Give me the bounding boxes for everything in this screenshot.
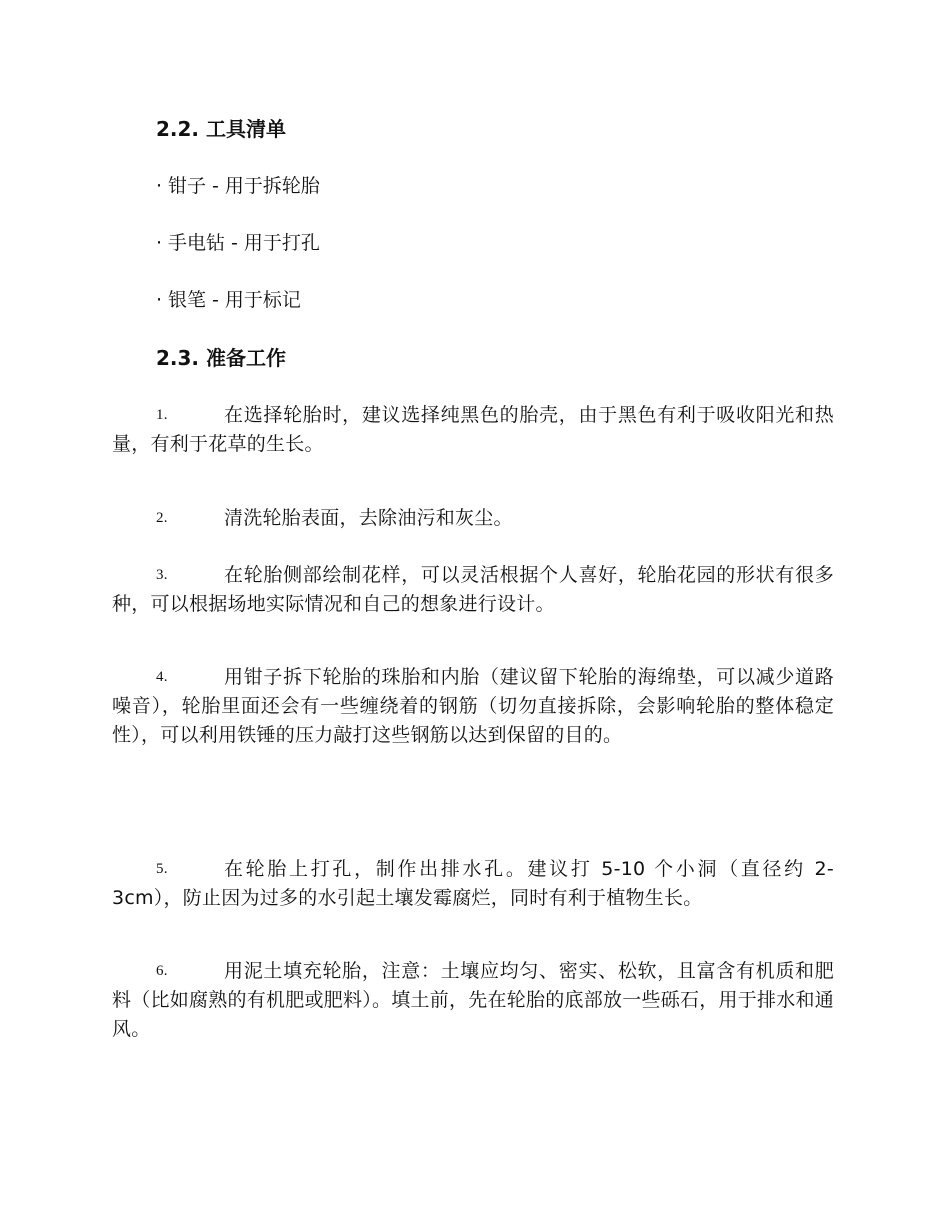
bullet-dot: · xyxy=(156,289,163,311)
tool-item-text: 钳子 - 用于拆轮胎 xyxy=(168,175,320,197)
step-number: 1. xyxy=(156,407,168,423)
prep-step xyxy=(112,855,834,913)
tool-item xyxy=(156,286,301,314)
step-number: 4. xyxy=(156,669,168,685)
step-text: 在轮胎侧部绘制花样，可以灵活根据个人喜好，轮胎花园的形状有很多种，可以根据场地实际情况和自己的想象进行设计。 xyxy=(112,564,834,615)
prep-step xyxy=(112,957,834,1044)
prep-step xyxy=(112,663,834,750)
tool-item xyxy=(156,172,320,200)
tool-item-text: 手电钻 - 用于打孔 xyxy=(168,232,320,254)
bullet-dot: · xyxy=(156,175,163,197)
step-text: 在选择轮胎时，建议选择纯黑色的胎壳，由于黑色有利于吸收阳光和热量，有利于花草的生长。 xyxy=(112,404,834,455)
tool-item xyxy=(156,229,320,257)
step-text: 用钳子拆下轮胎的珠胎和内胎（建议留下轮胎的海绵垫，可以减少道路噪音），轮胎里面还会有一些缠绕着的钢筋（切勿直接拆除，会影响轮胎的整体稳定性），可以利用铁锤的压力敲打这些钢筋以达到保留的目的。 xyxy=(112,666,834,746)
step-text: 清洗轮胎表面，去除油污和灰尘。 xyxy=(224,507,513,529)
tool-item-text: 银笔 - 用于标记 xyxy=(168,289,301,311)
prep-step xyxy=(112,504,834,533)
step-number: 6. xyxy=(156,963,168,979)
step-number: 2. xyxy=(156,510,168,526)
prep-step xyxy=(112,561,834,619)
bullet-dot: · xyxy=(156,232,163,254)
step-text: 在轮胎上打孔，制作出排水孔。建议打 5-10 个小洞（直径约 2-3cm），防止因为过多的水引起土壤发霉腐烂，同时有利于植物生长。 xyxy=(112,858,834,909)
section-heading-preparation: 2.3. 准备工作 xyxy=(156,346,286,370)
step-number: 3. xyxy=(156,567,168,583)
section-heading-tools: 2.2. 工具清单 xyxy=(156,117,286,141)
prep-step xyxy=(112,401,834,459)
step-text: 用泥土填充轮胎，注意：土壤应均匀、密实、松软，且富含有机质和肥料（比如腐熟的有机肥或肥料）。填土前，先在轮胎的底部放一些砾石，用于排水和通风。 xyxy=(112,960,835,1040)
step-number: 5. xyxy=(156,861,168,877)
